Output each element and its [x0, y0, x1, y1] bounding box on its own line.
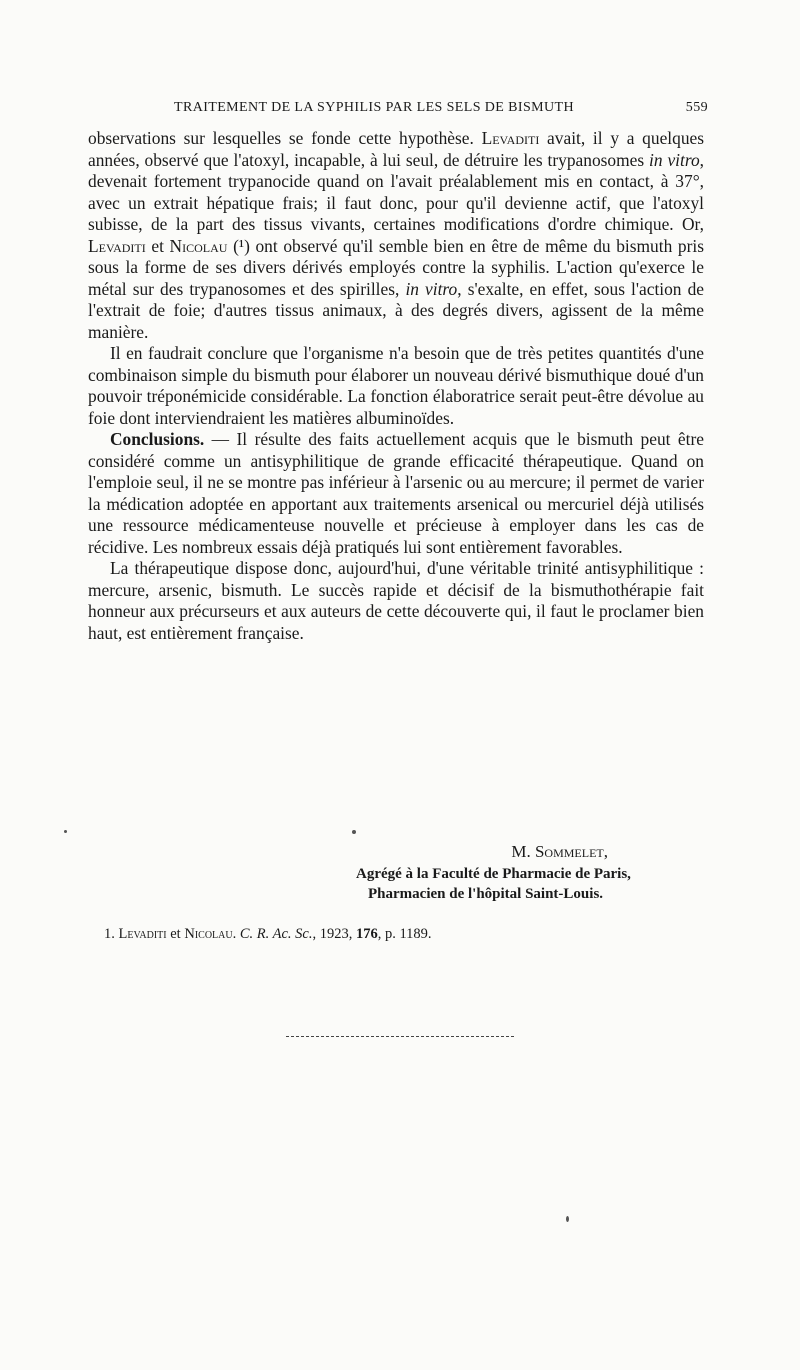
paragraph-2: Il en faudrait conclure que l'organisme n'a besoin que de très petites quantités d'une combinaison simple du bismuth pour élaborer un nouveau dérivé bismuthique doué d'un pouvoir tréponémicide considérable. La fonction élaboratrice serait peut-être dévolue au foie dont interviendraient les matières albuminoïdes. [88, 343, 704, 428]
punctuation: , [603, 842, 608, 861]
paragraph-4: La thérapeutique dispose donc, aujourd'hui, d'une véritable trinité antisyphilitique : mercure, arsenic, bismuth. Le succès rapide et décisif de la bismuthothérapie fait honneur aux précurseurs et aux auteurs de cette découverte qui, il faut le proclamer bien haut, est entièrement française. [88, 558, 704, 643]
text-run: , s'exalte, en effet, sous l'action de l'extrait de foie; d'autres tissus animaux, à des degrés divers, agissent de la même manière. [88, 278, 705, 342]
running-head [88, 100, 708, 122]
text-run: (¹) ont observé qu'il semble bien en être de même du bismuth pris sous la forme de ses divers dérivés employés contre la syphilis. L'action qu'exerce le métal sur des trypanosomes et des spirilles, [88, 235, 704, 299]
section-heading: Conclusions. [110, 429, 205, 449]
paragraph-3 [88, 429, 704, 558]
text-run: , devenait fortement trypanocide quand on l'avait préalablement mis en contact, à 37°, avec un extrait hépatique frais; il faut donc, pour qu'il devienne actif, que l'atoxyl subisse, de la part des tissus vivants, certaines modifications d'ordre chimique. Or, [88, 149, 704, 234]
text-run: et [145, 235, 170, 256]
running-title: TRAITEMENT DE LA SYPHILIS PAR LES SELS DE BISMUTH [174, 100, 574, 115]
author-initial: M. [511, 842, 535, 861]
journal-name: C. R. Ac. Sc. [239, 926, 313, 942]
print-speck [566, 1216, 569, 1222]
print-speck [64, 830, 67, 833]
text-run: avait, il y a quelques années, observé que l'atoxyl, incapable, à lui seul, de détruire les trypanosomes [88, 128, 705, 170]
punctuation: , [348, 926, 356, 942]
paragraph-1 [88, 128, 704, 343]
footnote-author: Levaditi [118, 926, 167, 942]
author-affiliation: Agrégé à la Faculté de Pharmacie de Paris, [356, 866, 631, 882]
end-rule [286, 1036, 514, 1038]
footnote-number: 1. [104, 926, 119, 942]
punctuation: . [232, 926, 240, 942]
print-speck [352, 830, 356, 834]
journal-volume: 176 [355, 926, 378, 942]
author-name: Levaditi [88, 235, 146, 256]
author-surname: Sommelet [534, 842, 604, 861]
footnote-author: Nicolau [184, 926, 233, 942]
punctuation: , [377, 926, 385, 942]
text-run: — Il résulte des faits actuellement acquis que le bismuth peut être considéré comme un antisyphilitique de grande efficacité thérapeutique. Quand on l'emploie seul, il ne se montre pas inférieur à l'arsenic ou au mercure; il permet de varier la médication adoptée en apportant aux traitements arsenical ou mercuriel déjà utilisés une ressource médicamenteuse nouvelle et précieuse à employer dans les cas de récidive. Les nombreux essais déjà pratiqués lui sont entièrement favorables. [88, 429, 704, 557]
journal-year: 1923 [319, 926, 349, 942]
author-signature [88, 840, 704, 864]
punctuation: , [312, 926, 320, 942]
footnote [104, 926, 704, 943]
author-name: Levaditi [481, 128, 540, 148]
signature-block [88, 840, 704, 904]
page-number: 559 [685, 100, 708, 115]
journal-page: p. 1189. [384, 926, 432, 942]
latin-term: in vitro [405, 278, 458, 299]
author-position: Pharmacien de l'hôpital Saint-Louis. [368, 886, 604, 902]
author-name: Nicolau [169, 235, 228, 256]
latin-term: in vitro [649, 149, 700, 170]
text-run: et [166, 926, 185, 942]
article-body [88, 128, 704, 644]
text-run: observations sur lesquelles se fonde cette hypothèse. [88, 128, 482, 148]
